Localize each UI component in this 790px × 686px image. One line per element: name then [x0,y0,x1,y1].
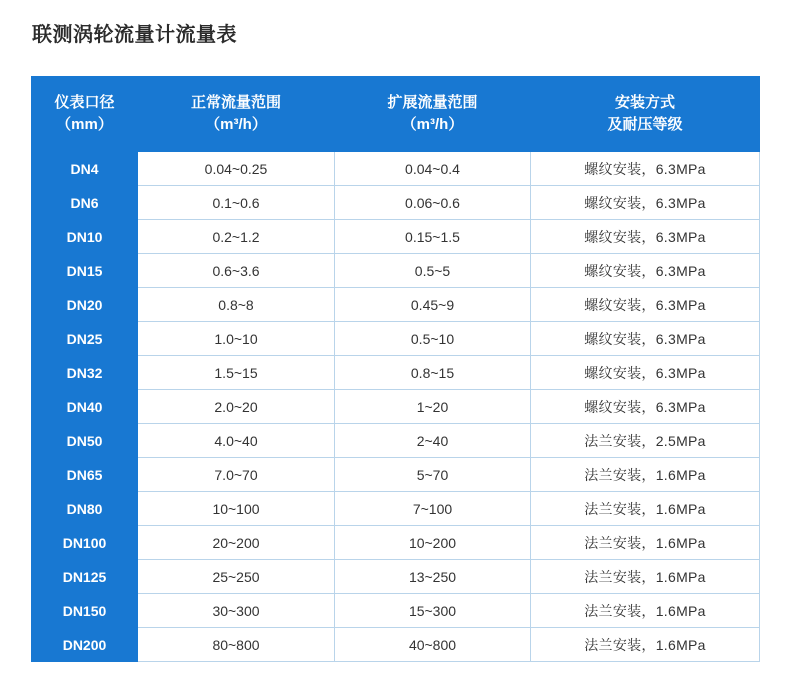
cell-extended-range: 0.45~9 [335,288,531,322]
cell-installation: 法兰安装，1.6MPa [531,628,760,662]
column-header-extended-range-line1: 扩展流量范围 [387,93,478,111]
cell-diameter: DN15 [32,254,138,288]
column-header-normal-range-line2: （m³/h） [205,116,267,133]
column-header-normal-range-line1: 正常流量范围 [190,93,281,111]
cell-normal-range: 25~250 [138,560,335,594]
table-row [32,186,760,220]
cell-installation: 法兰安装，1.6MPa [531,560,760,594]
cell-diameter: DN50 [32,424,138,458]
cell-diameter: DN20 [32,288,138,322]
column-header-normal-range [138,77,335,152]
cell-normal-range: 1.5~15 [138,356,335,390]
table-row [32,322,760,356]
cell-diameter: DN200 [32,628,138,662]
cell-normal-range: 0.1~0.6 [138,186,335,220]
cell-diameter: DN40 [32,390,138,424]
table-header [32,77,760,152]
cell-installation: 螺纹安装，6.3MPa [531,220,760,254]
cell-diameter: DN80 [32,492,138,526]
flow-meter-spec-table [31,76,760,662]
table-row [32,492,760,526]
cell-normal-range: 0.8~8 [138,288,335,322]
cell-extended-range: 0.06~0.6 [335,186,531,220]
column-header-installation-line1: 安装方式 [614,93,675,111]
cell-extended-range: 10~200 [335,526,531,560]
cell-extended-range: 0.15~1.5 [335,220,531,254]
cell-normal-range: 10~100 [138,492,335,526]
cell-extended-range: 0.5~5 [335,254,531,288]
cell-extended-range: 40~800 [335,628,531,662]
column-header-diameter-line2: （mm） [56,116,113,133]
cell-installation: 螺纹安装，6.3MPa [531,356,760,390]
cell-diameter: DN100 [32,526,138,560]
cell-extended-range: 13~250 [335,560,531,594]
column-header-diameter-line1: 仪表口径 [54,93,115,111]
cell-diameter: DN32 [32,356,138,390]
table-row [32,458,760,492]
table-row [32,526,760,560]
cell-extended-range: 2~40 [335,424,531,458]
cell-normal-range: 1.0~10 [138,322,335,356]
table-row [32,628,760,662]
cell-installation: 法兰安装，1.6MPa [531,458,760,492]
cell-normal-range: 20~200 [138,526,335,560]
spec-table-container [31,76,759,662]
cell-normal-range: 0.04~0.25 [138,152,335,186]
cell-installation: 螺纹安装，6.3MPa [531,254,760,288]
column-header-installation-line2: 及耐压等级 [607,116,683,133]
table-header-row [32,77,760,152]
cell-normal-range: 7.0~70 [138,458,335,492]
column-header-extended-range-line2: （m³/h） [401,116,464,133]
column-header-extended-range [335,77,531,152]
cell-normal-range: 30~300 [138,594,335,628]
cell-extended-range: 7~100 [335,492,531,526]
cell-installation: 法兰安装，1.6MPa [531,492,760,526]
table-row [32,594,760,628]
cell-normal-range: 80~800 [138,628,335,662]
cell-diameter: DN4 [32,152,138,186]
cell-extended-range: 0.8~15 [335,356,531,390]
table-row [32,390,760,424]
column-header-diameter [32,77,138,152]
cell-diameter: DN150 [32,594,138,628]
cell-installation: 螺纹安装，6.3MPa [531,186,760,220]
cell-installation: 法兰安装，2.5MPa [531,424,760,458]
cell-diameter: DN6 [32,186,138,220]
cell-normal-range: 2.0~20 [138,390,335,424]
page-title: 联测涡轮流量计流量表 [32,24,237,46]
cell-normal-range: 4.0~40 [138,424,335,458]
cell-installation: 法兰安装，1.6MPa [531,594,760,628]
cell-installation: 螺纹安装，6.3MPa [531,288,760,322]
cell-installation: 螺纹安装，6.3MPa [531,322,760,356]
table-row [32,220,760,254]
cell-extended-range: 1~20 [335,390,531,424]
cell-diameter: DN25 [32,322,138,356]
cell-installation: 螺纹安装，6.3MPa [531,390,760,424]
cell-installation: 螺纹安装，6.3MPa [531,152,760,186]
cell-extended-range: 0.04~0.4 [335,152,531,186]
cell-diameter: DN65 [32,458,138,492]
cell-extended-range: 0.5~10 [335,322,531,356]
cell-extended-range: 5~70 [335,458,531,492]
table-row [32,560,760,594]
cell-normal-range: 0.6~3.6 [138,254,335,288]
cell-diameter: DN10 [32,220,138,254]
table-row [32,356,760,390]
column-header-installation [531,77,760,152]
table-row [32,254,760,288]
table-row [32,424,760,458]
cell-installation: 法兰安装，1.6MPa [531,526,760,560]
table-row [32,288,760,322]
cell-normal-range: 0.2~1.2 [138,220,335,254]
table-row [32,152,760,186]
cell-extended-range: 15~300 [335,594,531,628]
table-body [32,152,760,662]
cell-diameter: DN125 [32,560,138,594]
